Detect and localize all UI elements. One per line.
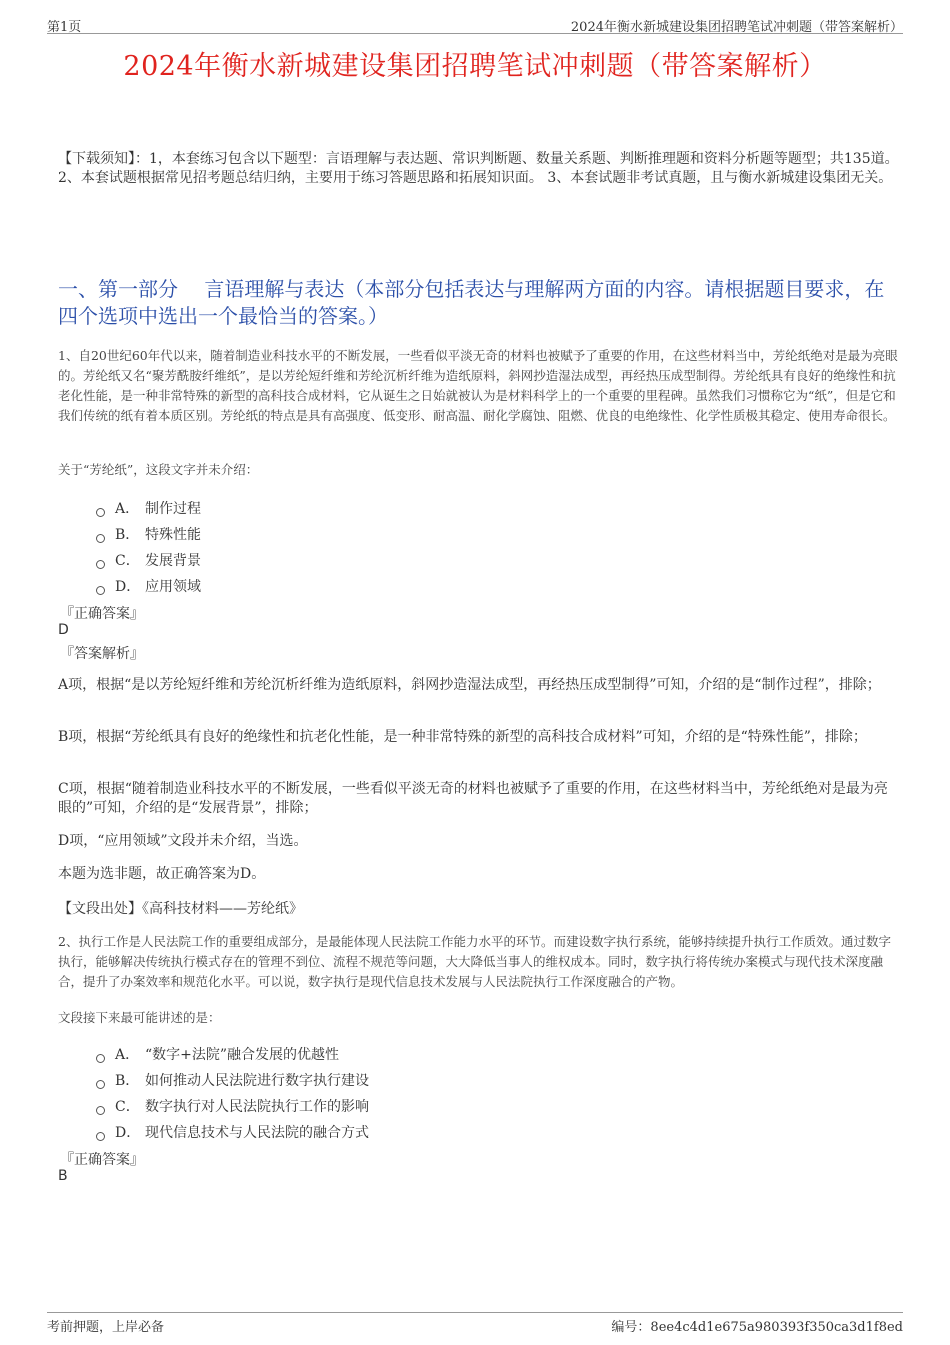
section-title: 一、第一部分 言语理解与表达（本部分包括表达与理解两方面的内容。请根据题目要求，在四个选项中选出一个最恰当的答案。） — [58, 277, 885, 328]
footer-slogan: 考前押题，上岸必备 — [47, 1320, 165, 1335]
option-c[interactable]: C． 数字执行对人民法院执行工作的影响 — [96, 1094, 369, 1120]
analysis-label: 『答案解析』 — [60, 646, 144, 662]
analysis-b: B项，根据“芳纶纸具有良好的绝缘性和抗老化性能，是一种非常特殊的新型的高科技合成材料”可知，介绍的是“特殊性能”，排除； — [58, 729, 867, 745]
question-2-stem: 2、执行工作是人民法院工作的重要组成部分，是最能体现人民法院工作能力水平的环节。而建设数字执行系统，能够持续提升执行工作质效。通过数字执行，能够解决传统执行模式存在的管理不到位、流程不规范等问题，大大降低当事人的维权成本。同时，数字执行将传统办案模式与现代技术深度融合，提升了办案效率和规范化水平。可以说，数字执行是现代信息技术发展与人民法院执行工作深度融合的产物。 — [58, 934, 891, 989]
option-c[interactable]: C． 发展背景 — [96, 548, 201, 574]
radio-icon[interactable] — [96, 560, 105, 569]
radio-icon[interactable] — [96, 1132, 105, 1141]
radio-icon[interactable] — [96, 1054, 105, 1063]
source-citation: 【文段出处】《高科技材料——芳纶纸》 — [58, 901, 303, 917]
question-1-options — [96, 496, 201, 600]
page-header — [47, 14, 903, 34]
radio-icon[interactable] — [96, 586, 105, 595]
question-2-ask: 文段接下来最可能讲述的是： — [58, 1010, 221, 1025]
page-title: 2024年衡水新城建设集团招聘笔试冲刺题（带答案解析） — [123, 51, 827, 82]
question-2-options — [96, 1042, 369, 1146]
option-d[interactable]: D． 现代信息技术与人民法院的融合方式 — [96, 1120, 369, 1146]
analysis-c: C项，根据“随着制造业科技水平的不断发展，一些看似平淡无奇的材料也被赋予了重要的作用，在这些材料当中，芳纶纸绝对是最为亮眼的”可知，介绍的是“发展背景”，排除； — [58, 781, 888, 816]
answer-label: 『正确答案』 — [60, 606, 144, 622]
radio-icon[interactable] — [96, 534, 105, 543]
answer-value: D — [58, 622, 69, 638]
answer-value: B — [58, 1168, 68, 1184]
radio-icon[interactable] — [96, 508, 105, 517]
analysis-d: D项，“应用领域”文段并未介绍，当选。 — [58, 833, 308, 849]
option-d[interactable]: D． 应用领域 — [96, 574, 201, 600]
option-b[interactable]: B． 如何推动人民法院进行数字执行建设 — [96, 1068, 369, 1094]
analysis-conclusion: 本题为选非题，故正确答案为D。 — [58, 866, 266, 882]
option-a[interactable]: A． 制作过程 — [96, 496, 201, 522]
analysis-a: A项，根据“是以芳纶短纤维和芳纶沉析纤维为造纸原料，斜网抄造湿法成型，再经热压成型制得”可知，介绍的是“制作过程”，排除； — [58, 677, 881, 693]
radio-icon[interactable] — [96, 1106, 105, 1115]
header-doc-title: 2024年衡水新城建设集团招聘笔试冲刺题（带答案解析） — [570, 20, 903, 35]
answer-label: 『正确答案』 — [60, 1152, 144, 1168]
option-a[interactable]: A． “数字+法院”融合发展的优越性 — [96, 1042, 369, 1068]
page-footer — [47, 1312, 903, 1334]
question-1-ask: 关于“芳纶纸”，这段文字并未介绍： — [58, 462, 259, 477]
radio-icon[interactable] — [96, 1080, 105, 1089]
option-b[interactable]: B． 特殊性能 — [96, 522, 201, 548]
question-1-stem: 1、自20世纪60年代以来，随着制造业科技水平的不断发展，一些看似平淡无奇的材料也被赋予了重要的作用，在这些材料当中，芳纶纸绝对是最为亮眼的。芳纶纸又名“聚芳酰胺纤维纸”，是以芳纶短纤维和芳纶沉析纤维为造纸原料，斜网抄造湿法成型，再经热压成型制得。芳纶纸具有良好的绝缘性和抗老化性能，是一种非常特殊的新型的高科技合成材料，它从诞生之日始就被认为是材料科学上的一个重要的里程碑。虽然我们习惯称它为“纸”，但是它和我们传统的纸有着本质区别。芳纶纸的特点是具有高强度、低变形、耐高温、耐化学腐蚀、阻燃、优良的电绝缘性、化学性质极其稳定、使用寿命很长。 — [58, 348, 898, 423]
footer-code: 编号：8ee4c4d1e675a980393f350ca3d1f8ed — [611, 1320, 903, 1335]
download-notice: 【下载须知】：1，本套练习包含以下题型：言语理解与表达题、常识判断题、数量关系题、判断推理题和资料分析题等题型；共135道。 2、本套试题根据常见招考题总结归纳，主要用于练习答题思路和拓展知识面。 3、本套试题非考试真题，且与衡水新城建设集团无关。 — [58, 151, 899, 186]
page-number: 第1页 — [47, 20, 82, 35]
